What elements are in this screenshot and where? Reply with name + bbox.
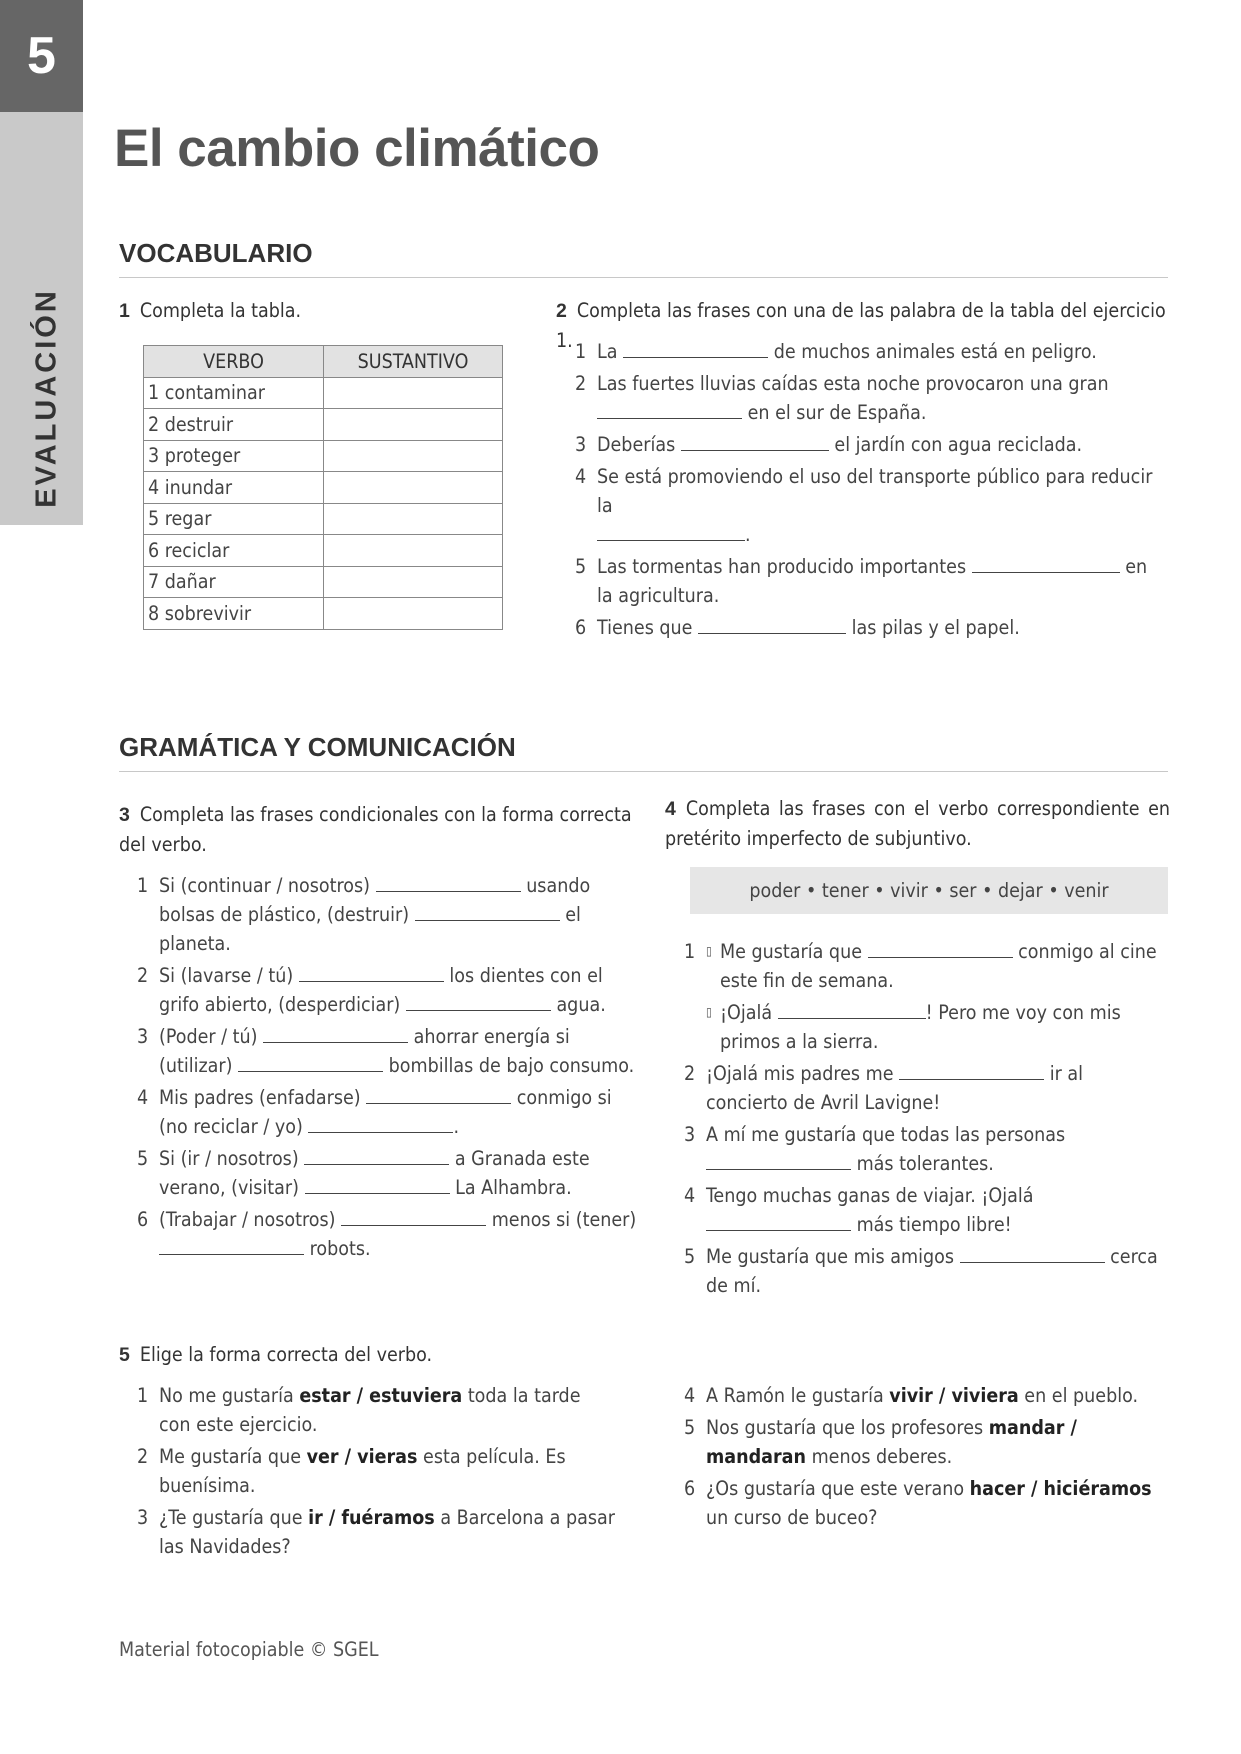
item-number: 5	[684, 1245, 696, 1268]
item-text: las pilas y el papel.	[851, 616, 1020, 639]
item-text: Me gustaría que	[720, 940, 862, 963]
item-text: Las tormentas han producido importantes	[597, 555, 967, 578]
answer-blank[interactable]	[263, 1029, 408, 1043]
item-text: menos si (tener)	[491, 1208, 637, 1231]
table-cell-answer[interactable]	[324, 377, 503, 409]
footer-copyright: Material fotocopiable © SGEL	[119, 1638, 379, 1661]
exercise-5-header	[119, 1340, 432, 1370]
item-number: 5	[575, 555, 587, 578]
item-text: Deberías	[597, 433, 676, 456]
item-text: toda la tarde con este ejercicio.	[159, 1384, 581, 1436]
item-text: ¿Os gustaría que este verano	[706, 1477, 965, 1500]
answer-blank[interactable]	[341, 1212, 486, 1226]
list-item	[575, 369, 1155, 427]
item-number: 6	[137, 1208, 149, 1231]
item-number: 4	[575, 465, 587, 488]
item-text: ! Pero me voy con mis primos a la sierra.	[720, 1001, 1121, 1053]
item-text: ¡Ojalá mis padres me	[706, 1062, 894, 1085]
table-cell-verb: 6 reciclar	[144, 535, 324, 567]
item-text: el planeta.	[159, 903, 581, 955]
answer-blank[interactable]	[299, 968, 444, 982]
word-bank: poder • tener • vivir • ser • dejar • venir	[690, 867, 1168, 914]
list-item	[575, 337, 1155, 366]
answer-blank[interactable]	[406, 997, 551, 1011]
list-item	[684, 1474, 1168, 1532]
list-item	[684, 1181, 1164, 1239]
list-item	[575, 552, 1155, 610]
item-text: Mis padres (enfadarse)	[159, 1086, 361, 1109]
list-item	[575, 462, 1155, 549]
list-item	[137, 1144, 637, 1202]
item-text: un curso de buceo?	[706, 1506, 878, 1529]
answer-blank[interactable]	[238, 1058, 383, 1072]
exercise-number: 4	[665, 798, 676, 820]
table-row	[144, 409, 503, 441]
item-text: en la agricultura.	[597, 555, 1148, 607]
section-heading-gramatica: GRAMÁTICA Y COMUNICACIÓN	[119, 732, 1168, 772]
table-row	[144, 440, 503, 472]
list-item	[684, 1413, 1168, 1471]
answer-blank[interactable]	[706, 1156, 851, 1170]
answer-blank[interactable]	[597, 527, 745, 541]
item-number: 1	[137, 874, 149, 897]
answer-blank[interactable]	[366, 1090, 511, 1104]
item-text: en el sur de España.	[747, 401, 927, 424]
item-text: ahorrar energía si (utilizar)	[159, 1025, 570, 1077]
table-cell-verb: 8 sobrevivir	[144, 598, 324, 630]
table-header-sustantivo: SUSTANTIVO	[324, 346, 503, 378]
item-text: A Ramón le gustaría	[706, 1384, 884, 1407]
verb-choice[interactable]: ir / fuéramos	[308, 1506, 435, 1529]
exercise-number: 2	[556, 300, 567, 322]
exercise-instruction: Completa las frases condicionales con la forma correcta del verbo.	[119, 803, 632, 856]
item-text: usando bolsas de plástico, (destruir)	[159, 874, 591, 926]
list-item	[684, 1120, 1164, 1178]
item-text: agua.	[556, 993, 606, 1016]
answer-blank[interactable]	[778, 1005, 926, 1019]
table-row	[144, 377, 503, 409]
item-text: Si (ir / nosotros)	[159, 1147, 299, 1170]
item-text: Si (lavarse / tú)	[159, 964, 294, 987]
exercise-5-list-right	[684, 1381, 1168, 1535]
table-cell-answer[interactable]	[324, 440, 503, 472]
item-text: Si (continuar / nosotros)	[159, 874, 371, 897]
table-cell-answer[interactable]	[324, 566, 503, 598]
item-text: más tiempo libre!	[856, 1213, 1012, 1236]
list-item	[137, 1205, 637, 1263]
list-item	[137, 1381, 617, 1439]
side-label: EVALUACIÓN	[30, 288, 63, 508]
dialogue-line	[706, 998, 1164, 1056]
item-text: robots.	[309, 1237, 371, 1260]
item-text: Las fuertes lluvias caídas esta noche provocaron una gran	[597, 372, 1109, 395]
answer-blank[interactable]	[305, 1180, 450, 1194]
item-text: de muchos animales está en peligro.	[773, 340, 1097, 363]
item-text: Me gustaría que	[159, 1445, 301, 1468]
item-number: 4	[137, 1086, 149, 1109]
exercise-number: 5	[119, 1344, 130, 1366]
item-text: conmigo al cine este fin de semana.	[720, 940, 1157, 992]
page-title: El cambio climático	[114, 119, 600, 178]
item-number: 3	[575, 433, 587, 456]
item-text: bombillas de bajo consumo.	[388, 1054, 635, 1077]
item-text: A mí me gustaría que todas las personas	[706, 1123, 1066, 1146]
item-number: 2	[575, 372, 587, 395]
dialogue-mark: ▯	[706, 1005, 712, 1019]
table-cell-verb: 7 dañar	[144, 566, 324, 598]
item-number: 4	[684, 1184, 696, 1207]
verb-choice[interactable]: estar / estuviera	[299, 1384, 463, 1407]
item-text: (Trabajar / nosotros)	[159, 1208, 336, 1231]
table-row	[144, 535, 503, 567]
answer-blank[interactable]	[304, 1151, 449, 1165]
list-item	[684, 1059, 1164, 1117]
vocab-table	[143, 345, 503, 630]
table-cell-answer[interactable]	[324, 472, 503, 504]
item-text: menos deberes.	[811, 1445, 953, 1468]
item-number: 6	[684, 1477, 696, 1500]
item-number: 2	[137, 964, 149, 987]
answer-blank[interactable]	[706, 1217, 851, 1231]
item-text: La Alhambra.	[455, 1176, 572, 1199]
verb-choice[interactable]: ver / vieras	[306, 1445, 418, 1468]
item-text: No me gustaría	[159, 1384, 294, 1407]
exercise-instruction: Completa las frases con una de las palabra de la tabla del ejercicio 1.	[556, 299, 1166, 352]
table-cell-answer[interactable]	[324, 503, 503, 535]
list-item	[137, 1442, 617, 1500]
item-number: 5	[137, 1147, 149, 1170]
item-text: La	[597, 340, 618, 363]
item-number: 6	[575, 616, 587, 639]
item-text: Tengo muchas ganas de viajar. ¡Ojalá	[706, 1184, 1034, 1207]
item-number: 3	[684, 1123, 696, 1146]
item-text: ¡Ojalá	[720, 1001, 773, 1024]
table-header-row	[144, 346, 503, 378]
item-number: 5	[684, 1416, 696, 1439]
exercise-5-list-left	[137, 1381, 617, 1564]
exercise-number: 1	[119, 300, 130, 322]
exercise-instruction: Elige la forma correcta del verbo.	[139, 1343, 433, 1366]
dialogue-mark: ▯	[706, 944, 712, 958]
answer-blank[interactable]	[698, 620, 846, 634]
exercise-instruction: Completa las frases con el verbo correspondiente en pretérito imperfecto de subjuntivo.	[665, 797, 1170, 850]
item-text: (Poder / tú)	[159, 1025, 258, 1048]
list-item	[575, 613, 1155, 642]
list-item	[575, 430, 1155, 459]
table-cell-verb: 2 destruir	[144, 409, 324, 441]
section-heading-vocabulario: VOCABULARIO	[119, 238, 1168, 278]
table-cell-verb: 5 regar	[144, 503, 324, 535]
item-text: Nos gustaría que los profesores	[706, 1416, 984, 1439]
item-number: 1	[575, 340, 587, 363]
list-item	[137, 871, 637, 958]
exercise-2-list	[575, 337, 1155, 645]
exercise-1-header	[119, 296, 301, 326]
answer-blank[interactable]	[376, 878, 521, 892]
table-cell-verb: 1 contaminar	[144, 377, 324, 409]
exercise-instruction: Completa la tabla.	[139, 299, 302, 322]
unit-number-tab: 5	[0, 0, 83, 112]
table-row	[144, 598, 503, 630]
verb-choice[interactable]: vivir / viviera	[889, 1384, 1019, 1407]
answer-blank[interactable]	[899, 1066, 1044, 1080]
item-number: 1	[684, 940, 696, 963]
table-cell-verb: 4 inundar	[144, 472, 324, 504]
table-cell-answer[interactable]	[324, 535, 503, 567]
item-text: a Granada este verano, (visitar)	[159, 1147, 590, 1199]
exercise-4-list	[684, 937, 1164, 1303]
answer-blank[interactable]	[159, 1241, 304, 1255]
item-text: conmigo si (no reciclar / yo)	[159, 1086, 612, 1138]
item-text: a Barcelona a pasar las Navidades?	[159, 1506, 615, 1558]
table-row	[144, 566, 503, 598]
item-text: más tolerantes.	[856, 1152, 994, 1175]
exercise-3-header	[119, 800, 634, 859]
answer-blank[interactable]	[623, 344, 768, 358]
verb-choice[interactable]: hacer / hiciéramos	[969, 1477, 1152, 1500]
table-cell-answer[interactable]	[324, 598, 503, 630]
item-text: Me gustaría que mis amigos	[706, 1245, 954, 1268]
answer-blank[interactable]	[415, 907, 560, 921]
item-number: 1	[137, 1384, 149, 1407]
verb-choice[interactable]: mandar / mandaran	[706, 1416, 1077, 1468]
item-text: ir al concierto de Avril Lavigne!	[706, 1062, 1083, 1114]
item-number: 2	[684, 1062, 696, 1085]
list-item	[684, 1381, 1168, 1410]
item-text: el jardín con agua reciclada.	[834, 433, 1083, 456]
exercise-3-list	[137, 871, 637, 1266]
item-number: 3	[137, 1025, 149, 1048]
list-item	[137, 1503, 617, 1561]
item-text: cerca de mí.	[706, 1245, 1158, 1297]
list-item	[684, 937, 1164, 1056]
table-row	[144, 503, 503, 535]
answer-blank[interactable]	[681, 437, 829, 451]
answer-blank[interactable]	[972, 559, 1120, 573]
answer-blank[interactable]	[960, 1249, 1105, 1263]
item-number: 3	[137, 1506, 149, 1529]
answer-blank[interactable]	[868, 944, 1013, 958]
list-item	[137, 1083, 637, 1141]
exercise-4-header	[665, 794, 1170, 853]
list-item	[137, 961, 637, 1019]
exercise-number: 3	[119, 804, 130, 826]
answer-blank[interactable]	[597, 405, 742, 419]
list-item	[684, 1242, 1164, 1300]
table-header-verbo: VERBO	[144, 346, 324, 378]
list-item	[137, 1022, 637, 1080]
item-text: .	[453, 1115, 460, 1138]
item-number: 4	[684, 1384, 696, 1407]
item-number: 2	[137, 1445, 149, 1468]
table-cell-answer[interactable]	[324, 409, 503, 441]
answer-blank[interactable]	[308, 1119, 453, 1133]
item-text: Tienes que	[597, 616, 693, 639]
item-text: en el pueblo.	[1024, 1384, 1139, 1407]
dialogue-line	[706, 937, 1164, 995]
item-text: .	[745, 523, 751, 546]
table-cell-verb: 3 proteger	[144, 440, 324, 472]
item-text: Se está promoviendo el uso del transporte público para reducir la	[597, 465, 1153, 517]
item-text: los dientes con el grifo abierto, (desperdiciar)	[159, 964, 603, 1016]
item-text: ¿Te gustaría que	[159, 1506, 303, 1529]
table-row	[144, 472, 503, 504]
item-text: esta película. Es buenísima.	[159, 1445, 566, 1497]
